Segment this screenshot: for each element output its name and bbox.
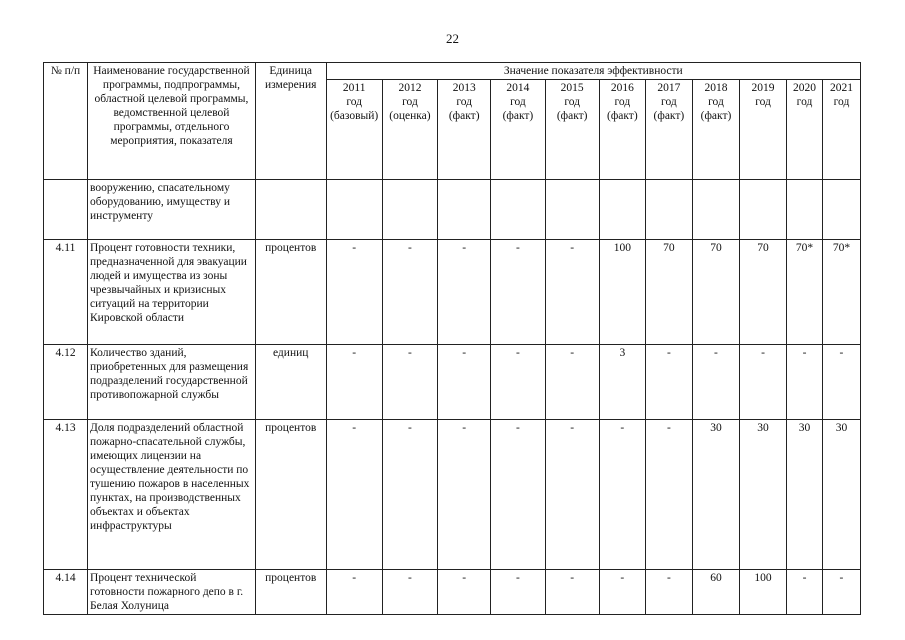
unit-cell: процентов — [255, 240, 326, 345]
header-year-line2: год — [402, 96, 418, 108]
header-year-2020 — [787, 80, 823, 180]
header-year-year: 2012 — [398, 82, 422, 94]
header-year-year: 2021 — [829, 82, 853, 94]
header-year-line3: (базовый) — [330, 110, 379, 122]
header-year-line2: год — [456, 96, 473, 108]
value-cell: - — [438, 240, 491, 345]
header-year-line2: год — [708, 96, 724, 108]
value-cell: - — [326, 570, 382, 615]
header-year-line3: (факт) — [653, 110, 685, 122]
value-cell: 100 — [740, 570, 787, 615]
value-cell: 30 — [787, 420, 823, 570]
header-row-1 — [44, 63, 861, 80]
header-year-year: 2015 — [560, 82, 584, 94]
value-cell: - — [822, 345, 860, 420]
table-row — [44, 570, 861, 615]
value-cell — [645, 180, 692, 240]
value-cell — [382, 180, 437, 240]
row-number: 4.11 — [44, 240, 88, 345]
value-cell: - — [382, 570, 437, 615]
indicator-name: вооружению, спасательному оборудованию, имуществу и инструменту — [88, 180, 256, 240]
value-cell: - — [545, 570, 599, 615]
value-cell: - — [438, 570, 491, 615]
header-year-line3: (факт) — [606, 110, 638, 122]
header-year-line2: год — [346, 96, 363, 108]
header-year-line2: год — [796, 96, 813, 108]
value-cell: 100 — [599, 240, 645, 345]
value-cell: - — [438, 345, 491, 420]
header-year-line2: год — [755, 96, 771, 108]
header-name: Наименование государственной программы, подпрограммы, областной целевой программы, ведомственной целевой программы, отдельного мероприятия, показателя — [88, 63, 256, 180]
header-year-line3: (факт) — [556, 110, 588, 122]
unit-cell — [255, 180, 326, 240]
indicators-table — [43, 62, 861, 615]
header-year-line2: год — [564, 96, 581, 108]
header-year-year: 2014 — [506, 82, 530, 94]
value-cell: - — [382, 240, 437, 345]
value-cell: 60 — [692, 570, 739, 615]
table-row — [44, 180, 861, 240]
header-num: № п/п — [44, 63, 88, 180]
header-year-2017 — [645, 80, 692, 180]
value-cell — [822, 180, 860, 240]
unit-cell: процентов — [255, 420, 326, 570]
value-cell — [599, 180, 645, 240]
header-unit: Единица измерения — [255, 63, 326, 180]
header-year-line3: (факт) — [502, 110, 534, 122]
row-number: 4.14 — [44, 570, 88, 615]
value-cell — [326, 180, 382, 240]
table-row — [44, 345, 861, 420]
value-cell: - — [822, 570, 860, 615]
value-cell: - — [326, 240, 382, 345]
value-cell: 70 — [692, 240, 739, 345]
indicator-name: Процент готовности техники, предназначенной для эвакуации людей и имущества из зоны чрезвычайных и кризисных ситуаций на территории Кировской области — [88, 240, 256, 345]
value-cell: 30 — [822, 420, 860, 570]
value-cell: - — [599, 570, 645, 615]
value-cell: - — [645, 345, 692, 420]
value-cell: - — [645, 420, 692, 570]
value-cell — [740, 180, 787, 240]
value-cell: - — [787, 345, 823, 420]
value-cell: - — [787, 570, 823, 615]
value-cell: - — [382, 345, 437, 420]
value-cell: 70* — [787, 240, 823, 345]
header-year-year: 2016 — [610, 82, 634, 94]
value-cell — [438, 180, 491, 240]
header-year-year: 2020 — [793, 82, 816, 94]
header-year-line2: год — [614, 96, 631, 108]
value-cell: 3 — [599, 345, 645, 420]
header-year-2012 — [382, 80, 437, 180]
value-cell: - — [491, 570, 545, 615]
header-year-line2: год — [833, 96, 850, 108]
header-year-year: 2017 — [657, 82, 681, 94]
value-cell: - — [545, 345, 599, 420]
header-year-2015 — [545, 80, 599, 180]
value-cell: - — [491, 345, 545, 420]
header-year-line3: (факт) — [448, 110, 480, 122]
header-year-year: 2013 — [452, 82, 476, 94]
value-cell — [545, 180, 599, 240]
header-year-line2: год — [661, 96, 677, 108]
value-cell — [491, 180, 545, 240]
header-year-2021 — [822, 80, 860, 180]
value-cell: - — [326, 420, 382, 570]
table-row — [44, 420, 861, 570]
value-cell: - — [326, 345, 382, 420]
value-cell: 70 — [740, 240, 787, 345]
value-cell: - — [545, 240, 599, 345]
header-values: Значение показателя эффективности — [326, 63, 860, 80]
row-number: 4.13 — [44, 420, 88, 570]
value-cell: - — [599, 420, 645, 570]
header-year-year: 2019 — [751, 82, 775, 94]
header-year-2018 — [692, 80, 739, 180]
header-year-2014 — [491, 80, 545, 180]
value-cell: 30 — [740, 420, 787, 570]
value-cell: - — [491, 240, 545, 345]
header-year-2016 — [599, 80, 645, 180]
value-cell: - — [545, 420, 599, 570]
header-year-2011 — [326, 80, 382, 180]
indicator-name: Количество зданий, приобретенных для размещения подразделений государственной противопожарной службы — [88, 345, 256, 420]
value-cell — [692, 180, 739, 240]
header-year-2019 — [740, 80, 787, 180]
row-number — [44, 180, 88, 240]
unit-cell: процентов — [255, 570, 326, 615]
value-cell: 70* — [822, 240, 860, 345]
unit-cell: единиц — [255, 345, 326, 420]
indicator-name: Доля подразделений областной пожарно-спасательной службы, имеющих лицензии на осуществление деятельности по тушению пожаров в населенных пунктах, на производственных объектах и объектах инфраструктуры — [88, 420, 256, 570]
header-year-line3: (факт) — [700, 110, 732, 122]
value-cell: - — [645, 570, 692, 615]
value-cell: - — [491, 420, 545, 570]
header-year-line3: (оценка) — [389, 110, 431, 122]
row-number: 4.12 — [44, 345, 88, 420]
value-cell — [787, 180, 823, 240]
table-row — [44, 240, 861, 345]
indicator-name: Процент технической готовности пожарного депо в г. Белая Холуница — [88, 570, 256, 615]
header-year-line2: год — [510, 96, 526, 108]
value-cell: - — [382, 420, 437, 570]
value-cell: - — [740, 345, 787, 420]
header-year-year: 2018 — [704, 82, 728, 94]
value-cell: 30 — [692, 420, 739, 570]
value-cell: - — [692, 345, 739, 420]
value-cell: 70 — [645, 240, 692, 345]
value-cell: - — [438, 420, 491, 570]
header-year-2013 — [438, 80, 491, 180]
header-year-year: 2011 — [342, 82, 366, 94]
page-number: 22 — [446, 31, 459, 46]
